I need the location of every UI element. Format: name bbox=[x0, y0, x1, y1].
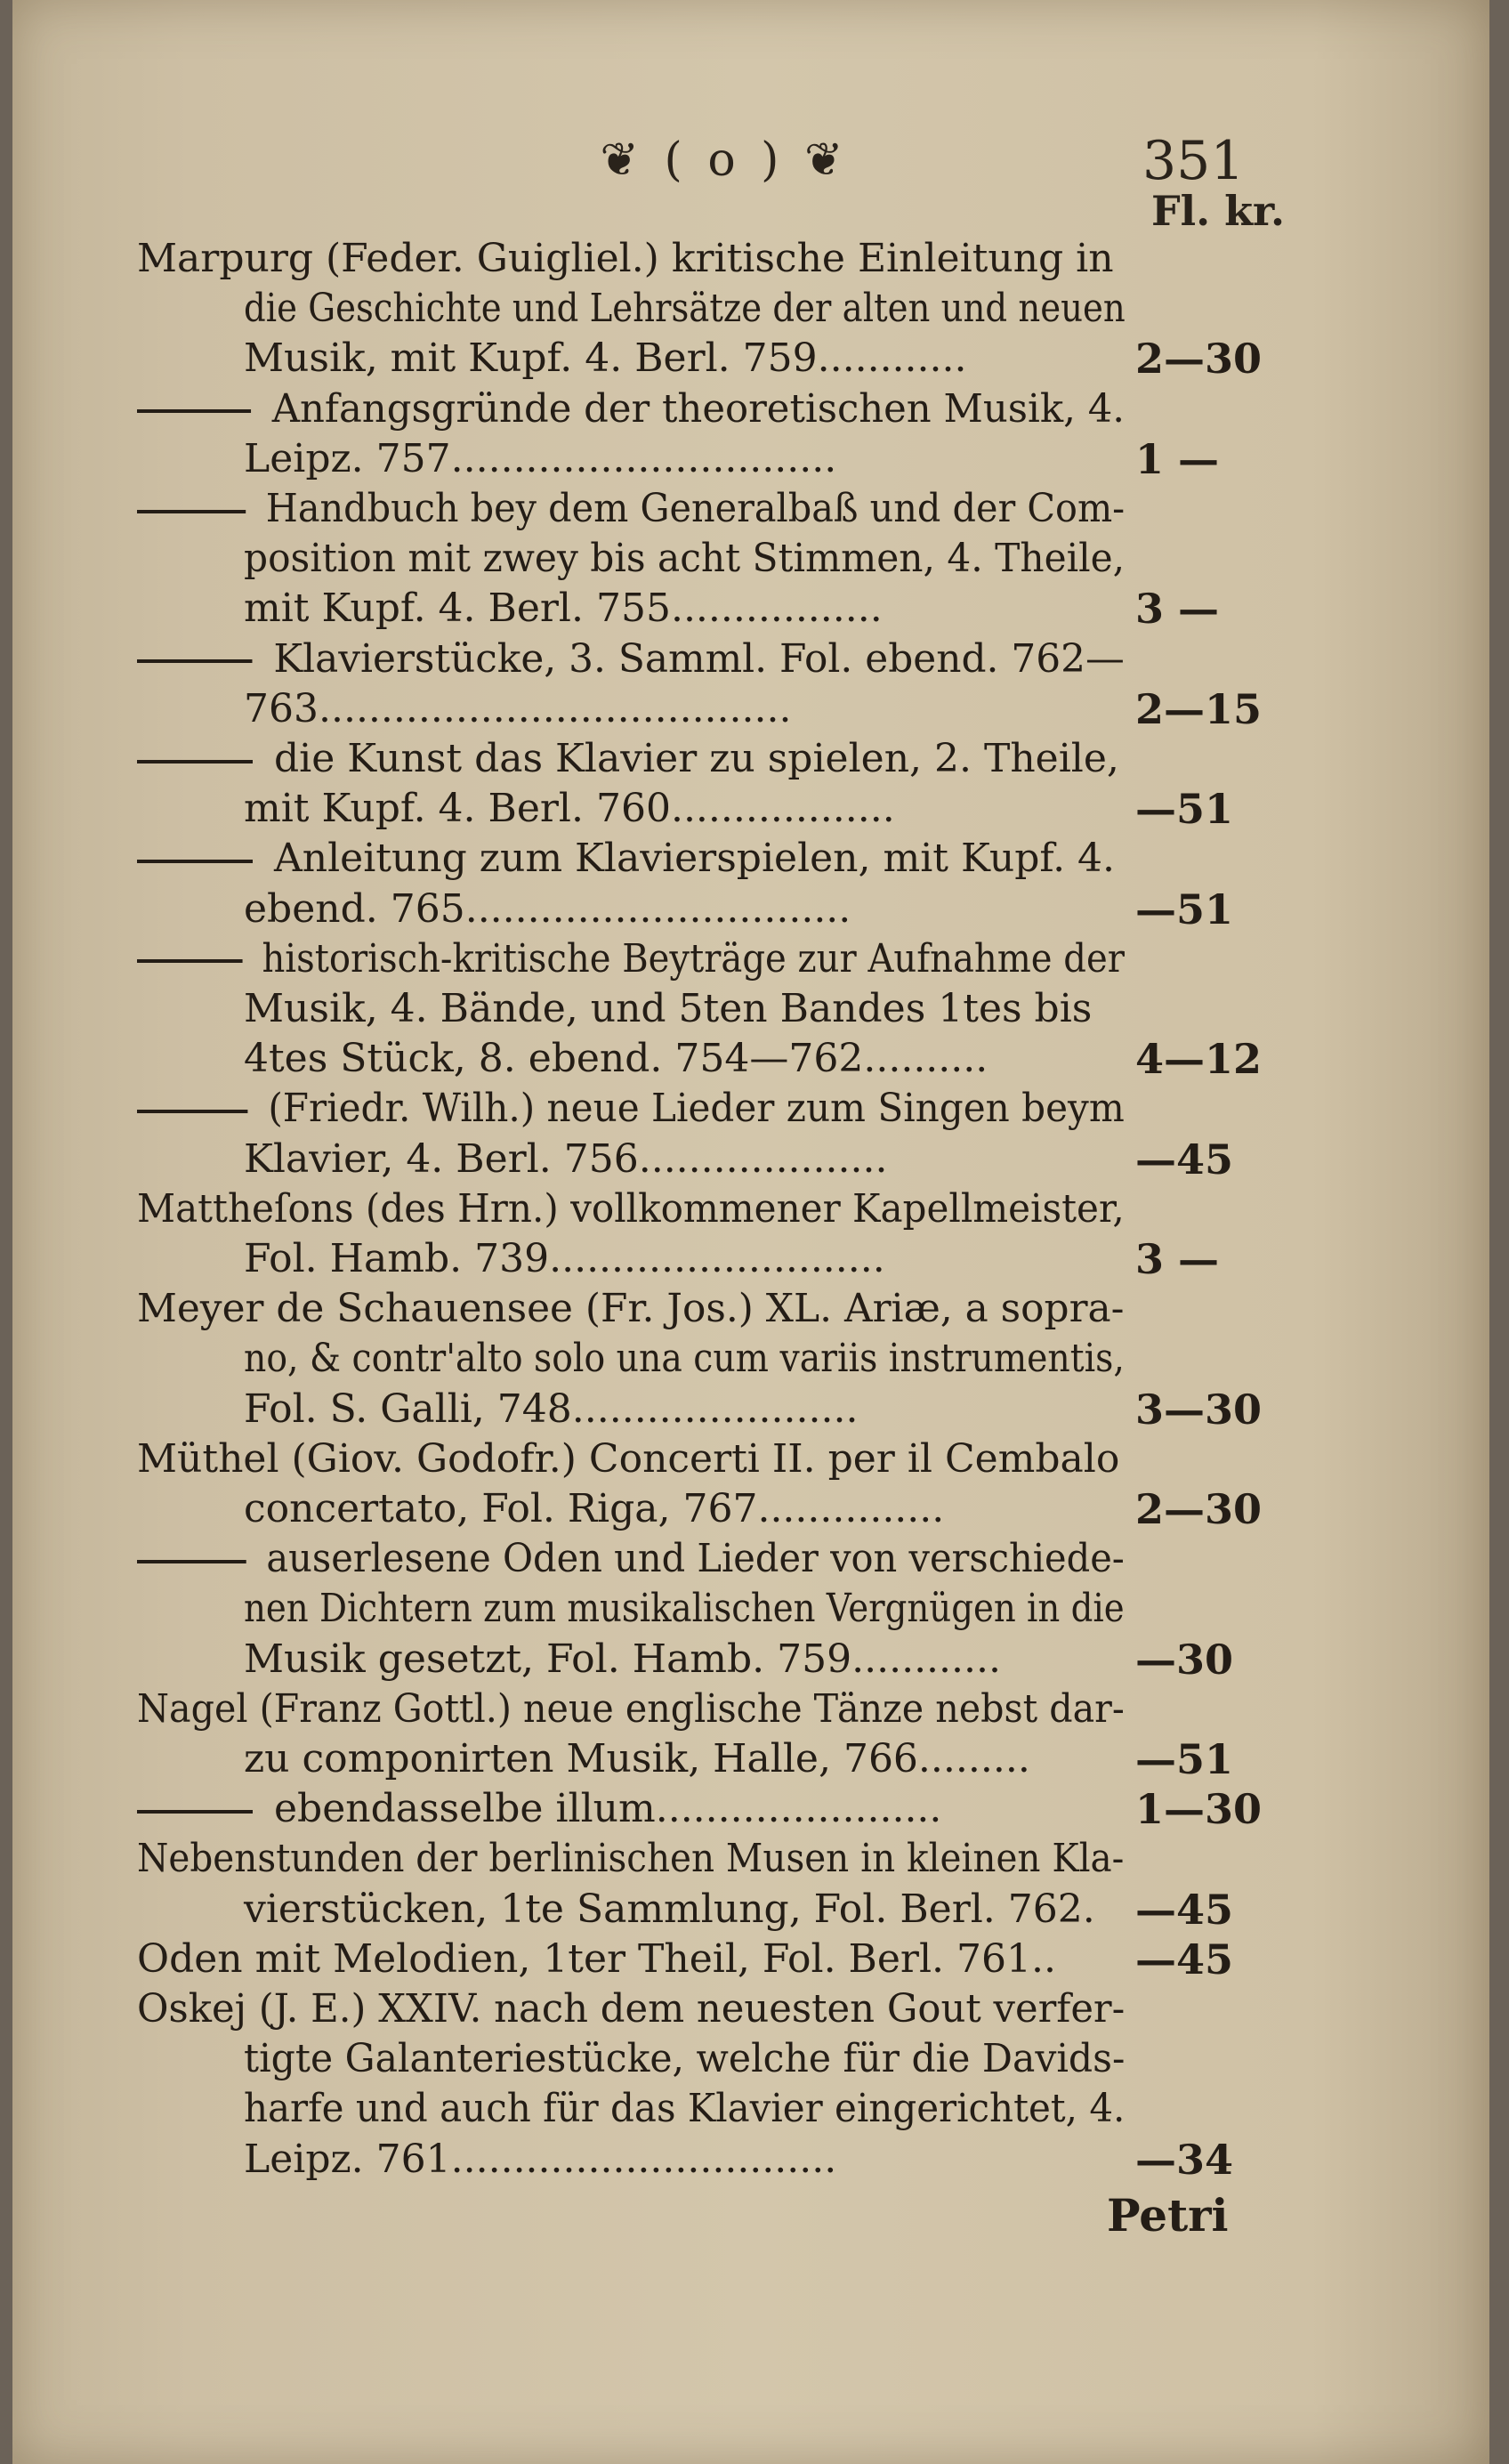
entry-text: nen Dichtern zum musikalischen Vergnügen in die bbox=[244, 1586, 1125, 1632]
entry-price: —45 bbox=[1135, 1935, 1234, 1983]
entry-line bbox=[244, 683, 791, 735]
entry-text: Müthel (Giov. Godofr.) Concerti II. per il Cembalo bbox=[137, 1435, 1120, 1482]
entry-line bbox=[137, 1083, 1125, 1135]
entry-line bbox=[244, 1634, 1001, 1685]
entry-price: —45 bbox=[1135, 1135, 1234, 1184]
entry-line bbox=[137, 1983, 1125, 2035]
entry-line bbox=[137, 233, 1114, 285]
entry-text: Meyer de Schauensee (Fr. Jos.) XL. Ariæ, a sopra- bbox=[137, 1286, 1125, 1332]
entry-line bbox=[244, 884, 851, 935]
entry-line bbox=[137, 733, 1119, 785]
entry-text: Nagel (Franz Gottl.) neue englische Tänze nebst dar- bbox=[137, 1685, 1125, 1732]
entry-line bbox=[244, 1583, 1125, 1635]
entry-line bbox=[137, 1184, 1125, 1235]
entry-price: 3—30 bbox=[1135, 1385, 1263, 1434]
price-column-header: Fl. kr. bbox=[1151, 187, 1286, 235]
entry-line bbox=[244, 2083, 1125, 2135]
entry-line bbox=[244, 283, 1126, 335]
entry-price: 4—12 bbox=[1135, 1035, 1263, 1084]
entry-text: historisch-kritische Beyträge zur Aufnahme der bbox=[262, 935, 1125, 982]
entry-price: —51 bbox=[1135, 885, 1234, 933]
entry-text: Fol. Hamb. 739........................... bbox=[244, 1236, 885, 1281]
entry-price: 3 — bbox=[1135, 1235, 1220, 1283]
ditto-dash bbox=[137, 959, 243, 963]
entry-text: (Friedr. Wilh.) neue Lieder zum Singen beym bbox=[268, 1086, 1125, 1132]
catchword: Petri bbox=[1107, 2189, 1229, 2242]
entry-line bbox=[244, 2033, 1125, 2085]
entry-text: Musik, 4. Bände, und 5ten Bandes 1tes bis bbox=[244, 986, 1093, 1031]
entry-text: Klavierstücke, 3. Samml. Fol. ebend. 762— bbox=[273, 635, 1125, 682]
entry-text: Handbuch bey dem Generalbaß und der Com- bbox=[265, 486, 1126, 531]
entry-line bbox=[137, 483, 1125, 535]
entry-text: zu componirten Musik, Halle, 766......... bbox=[244, 1736, 1030, 1781]
entry-line bbox=[244, 533, 1125, 585]
entry-price: —34 bbox=[1135, 2135, 1234, 2184]
entry-line bbox=[244, 783, 895, 835]
page-header bbox=[12, 130, 1489, 235]
entry-line bbox=[244, 583, 883, 634]
entry-price: 3 — bbox=[1135, 585, 1220, 634]
entry-line bbox=[137, 1833, 1124, 1885]
entry-line bbox=[244, 1884, 1095, 1935]
entry-text: Musik, mit Kupf. 4. Berl. 759............ bbox=[244, 335, 967, 382]
ditto-dash bbox=[137, 409, 251, 413]
entry-text: die Geschichte und Lehrsätze der alten und neuen bbox=[244, 286, 1126, 332]
entry-line bbox=[137, 1434, 1119, 1485]
entry-line bbox=[244, 983, 1092, 1035]
entry-text: Oden mit Melodien, 1ter Theil, Fol. Berl. 761.. bbox=[137, 1935, 1056, 1982]
entry-text: ebendasselbe illum....................... bbox=[274, 1786, 942, 1832]
entry-price: —51 bbox=[1135, 1735, 1234, 1783]
entry-text: Mattheſons (des Hrn.) vollkommener Kapellmeister, bbox=[137, 1185, 1125, 1232]
entry-text: tigte Galanteriestücke, welche für die Davids- bbox=[244, 2036, 1126, 2082]
entry-line bbox=[244, 1733, 1030, 1785]
entry-text: Leipz. 761............................... bbox=[244, 2136, 837, 2182]
entry-line bbox=[137, 933, 1125, 985]
entry-text: Musik gesetzt, Fol. Hamb. 759............ bbox=[244, 1636, 1001, 1682]
header-ornament: ❦ ( o ) ❦ bbox=[600, 133, 849, 187]
entry-price: —51 bbox=[1135, 785, 1234, 834]
entry-text: 763...................................... bbox=[244, 685, 792, 731]
entry-line bbox=[244, 333, 966, 384]
entry-text: mit Kupf. 4. Berl. 755................. bbox=[244, 586, 883, 632]
entry-text: position mit zwey bis acht Stimmen, 4. Theile, bbox=[244, 536, 1126, 582]
entry-text: vierstücken, 1te Sammlung, Fol. Berl. 762. bbox=[244, 1886, 1095, 1932]
entry-line bbox=[137, 1783, 941, 1835]
entry-text: auserlesene Oden und Lieder von verschiede- bbox=[266, 1536, 1125, 1582]
entry-price: —45 bbox=[1135, 1885, 1234, 1934]
entry-text: harfe und auch für das Klavier eingerichtet, 4. bbox=[244, 2086, 1126, 2132]
page-number: 351 bbox=[1142, 130, 1245, 192]
entry-text: Fol. S. Galli, 748....................... bbox=[244, 1385, 859, 1432]
entry-price: 1—30 bbox=[1135, 1785, 1263, 1834]
entry-line bbox=[137, 833, 1115, 885]
entry-line bbox=[244, 1333, 1125, 1385]
entry-price: 2—30 bbox=[1135, 335, 1263, 384]
entry-line bbox=[137, 384, 1125, 435]
entry-price: 2—30 bbox=[1135, 1485, 1263, 1533]
entry-text: Anfangsgründe der theoretischen Musik, 4. bbox=[271, 385, 1126, 432]
ditto-dash bbox=[137, 659, 252, 663]
entry-price: 2—15 bbox=[1135, 684, 1263, 733]
entry-text: die Kunst das Klavier zu spielen, 2. Theile, bbox=[274, 736, 1119, 781]
entry-line bbox=[244, 1233, 885, 1285]
entry-text: ebend. 765............................... bbox=[244, 885, 851, 932]
entry-line bbox=[244, 1384, 858, 1435]
entry-line bbox=[137, 1684, 1125, 1735]
entry-line bbox=[244, 433, 836, 485]
entry-line bbox=[244, 1033, 988, 1085]
ditto-dash bbox=[137, 860, 253, 863]
entry-line bbox=[137, 1533, 1125, 1585]
entry-text: concertato, Fol. Riga, 767............... bbox=[244, 1486, 945, 1531]
entry-text: Leipz. 757............................... bbox=[244, 435, 837, 481]
entry-text: 4tes Stück, 8. ebend. 754—762.......... bbox=[244, 1036, 989, 1082]
entry-text: Marpurg (Feder. Guigliel.) kritische Einleitung in bbox=[137, 236, 1114, 281]
entry-line bbox=[137, 634, 1125, 685]
entry-text: mit Kupf. 4. Berl. 760.................. bbox=[244, 786, 895, 832]
entry-line bbox=[244, 1134, 887, 1185]
entry-line bbox=[244, 2134, 836, 2185]
entry-text: no, & contr'alto solo una cum variis instrumentis, bbox=[244, 1336, 1125, 1382]
entry-line bbox=[137, 1283, 1124, 1335]
book-page bbox=[12, 0, 1489, 2464]
ditto-dash bbox=[137, 1110, 247, 1113]
ditto-dash bbox=[137, 510, 246, 513]
ditto-dash bbox=[137, 1810, 253, 1814]
entry-price: 1 — bbox=[1135, 434, 1220, 483]
entry-text: Klavier, 4. Berl. 756.................... bbox=[244, 1135, 888, 1182]
entry-text: Anleitung zum Klavierspielen, mit Kupf. 4. bbox=[274, 836, 1116, 882]
entry-line bbox=[244, 1483, 944, 1535]
entry-text: Nebenstunden der berlinischen Musen in kleinen Kla- bbox=[137, 1836, 1125, 1882]
entry-text: Oskej (J. E.) XXIV. nach dem neuesten Gout verfer- bbox=[137, 1986, 1126, 2032]
entry-price: —30 bbox=[1135, 1635, 1234, 1684]
ditto-dash bbox=[137, 1560, 246, 1563]
entry-line bbox=[137, 1934, 1056, 1985]
ditto-dash bbox=[137, 760, 253, 763]
